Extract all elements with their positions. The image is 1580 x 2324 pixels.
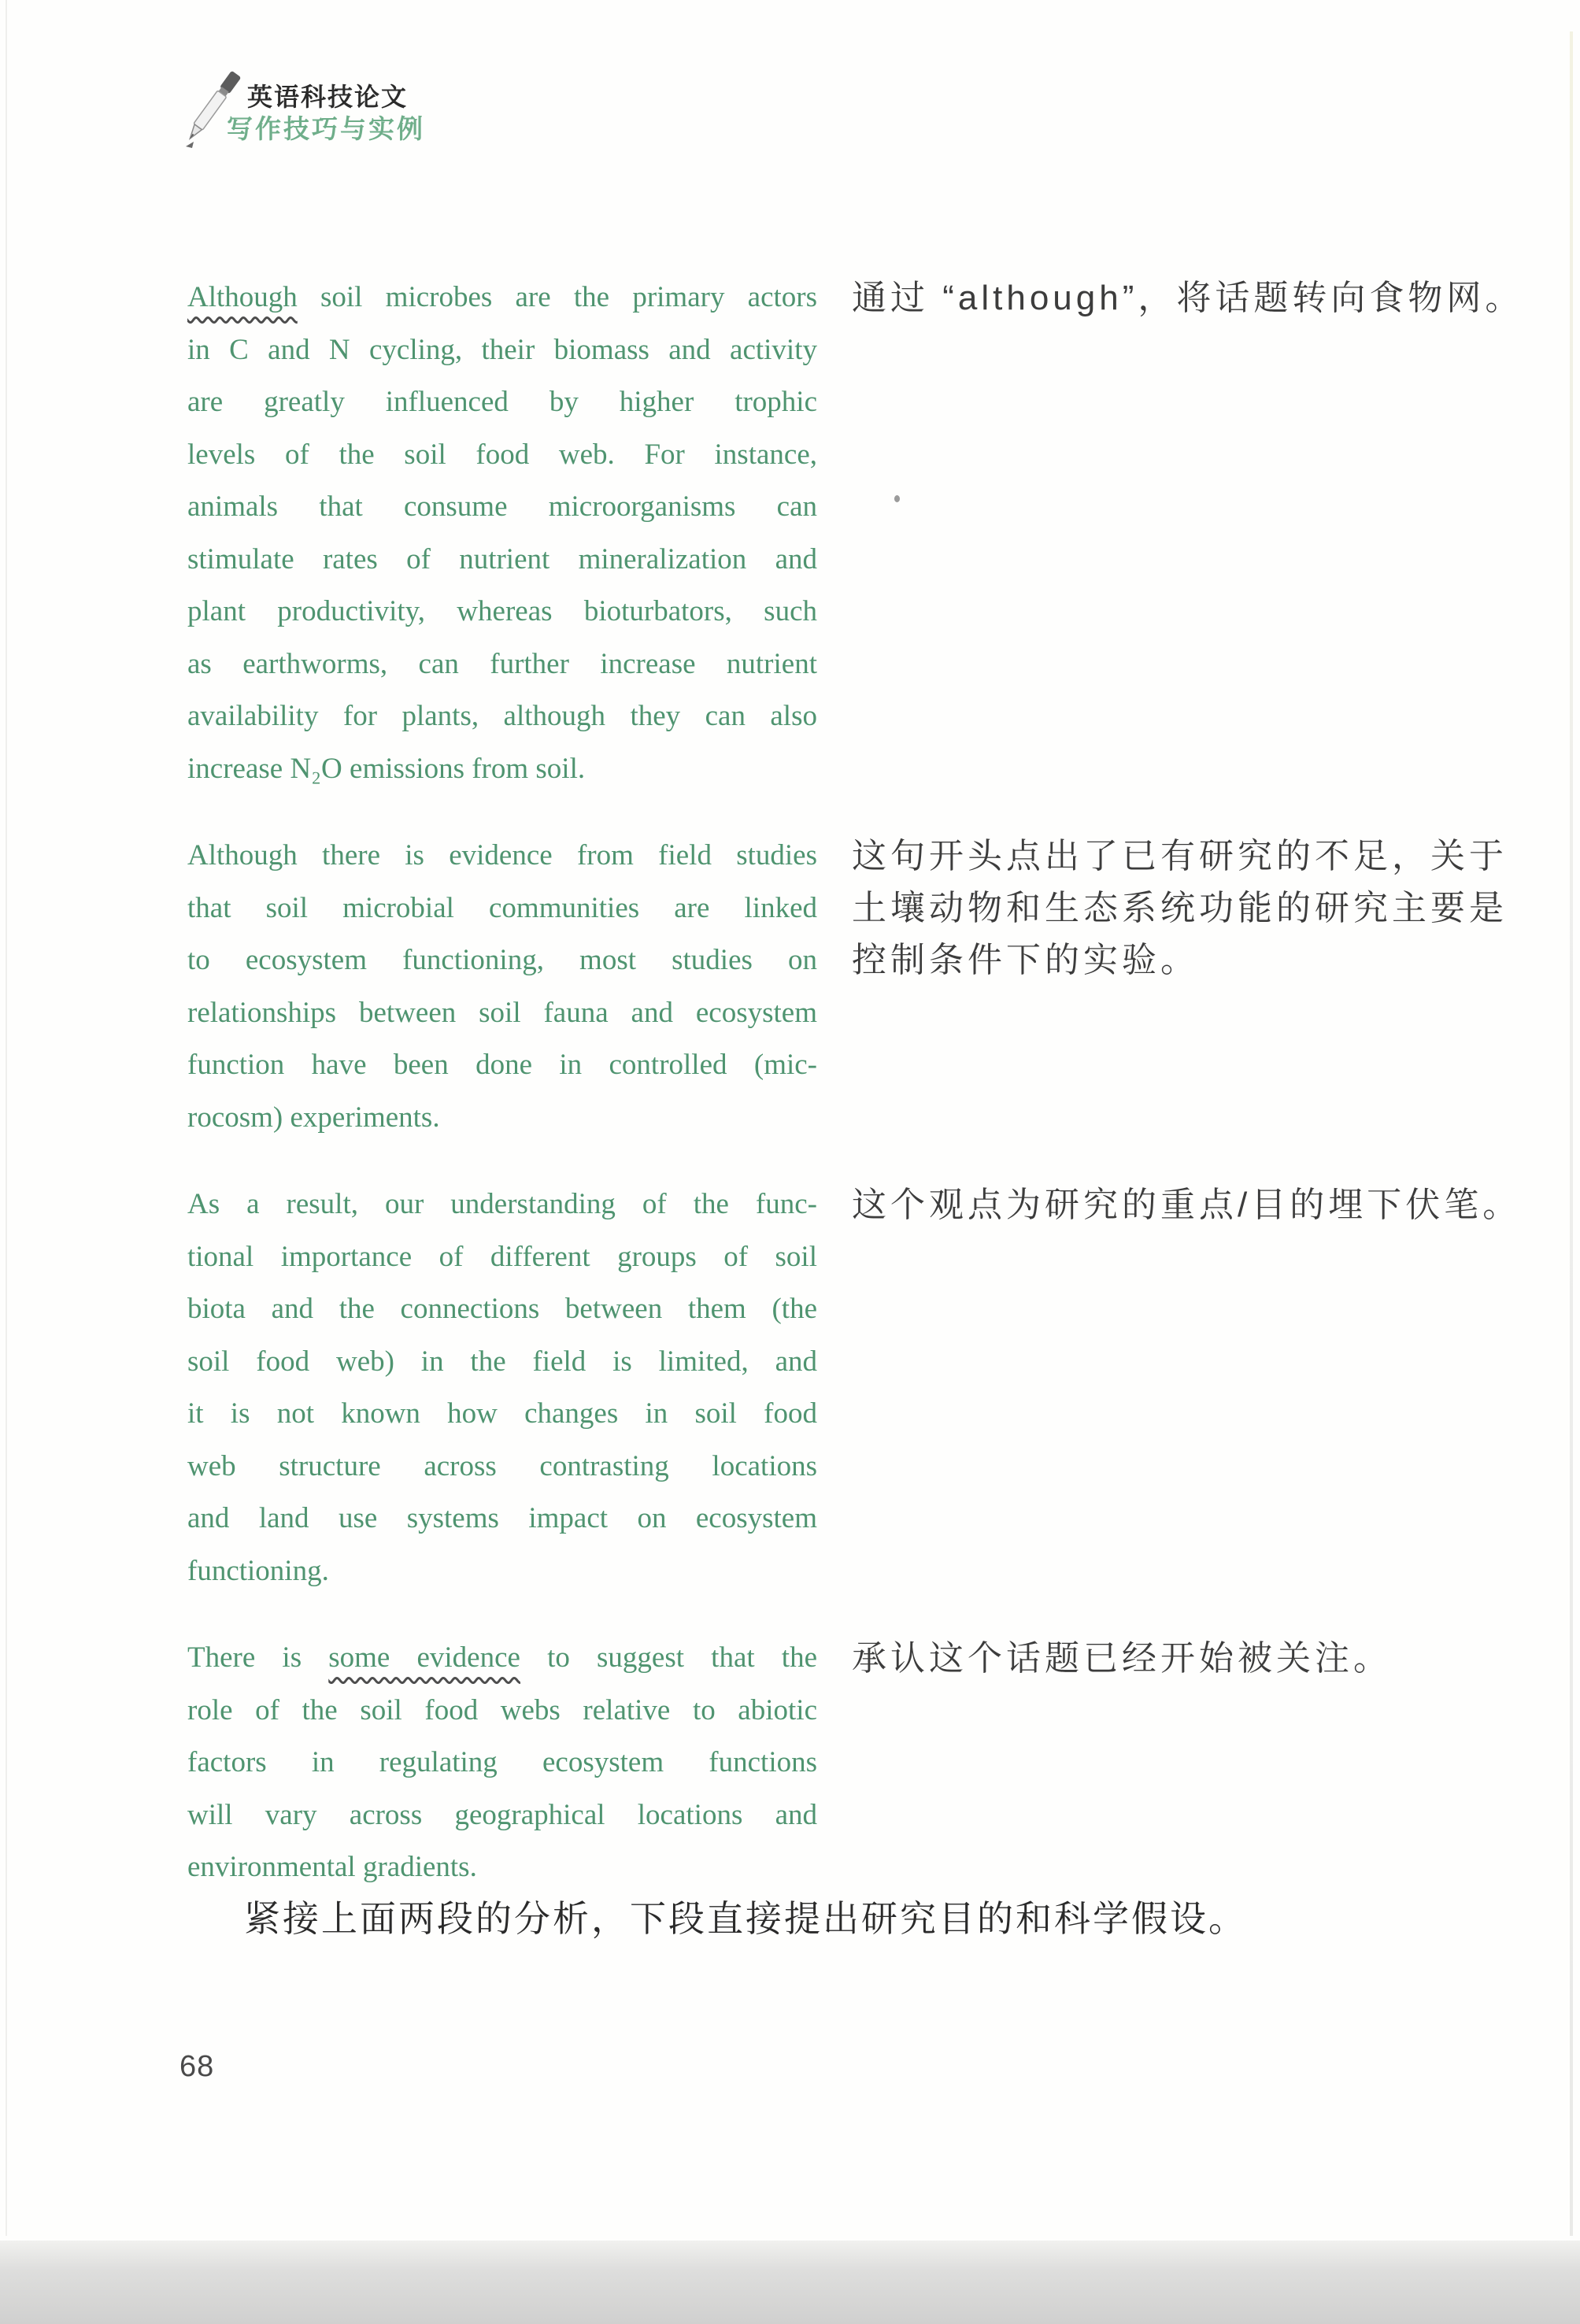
english-paragraph	[187, 830, 817, 1144]
chinese-annotation	[852, 1632, 1529, 1685]
wavy-underlined-text: some evidence	[328, 1641, 520, 1674]
paragraph-row	[187, 272, 1534, 795]
english-text-line: As a result, our understanding of the func-	[187, 1188, 817, 1220]
english-text-line: Although there is evidence from field studies	[187, 839, 817, 872]
scan-speck	[894, 495, 900, 502]
chinese-annotation	[852, 1179, 1529, 1231]
scan-edge-right	[1570, 31, 1573, 2236]
annotation-line: 控制条件下的实验。	[852, 941, 1199, 979]
footer-note: 紧接上面两段的分析，下段直接提出研究目的和科学假设。	[244, 1899, 1247, 1939]
english-text-line: biota and the connections between them (the	[187, 1293, 817, 1325]
book-logo	[175, 61, 425, 156]
annotation-line: 这个观点为研究的重点/目的埋下伏笔。	[852, 1186, 1522, 1224]
english-text-line: animals that consume microorganisms can	[187, 490, 817, 523]
page-number: 68	[179, 2050, 215, 2083]
wavy-underlined-text: Although	[187, 281, 298, 313]
paragraph-row	[187, 1632, 1534, 1894]
english-text-line: role of the soil food webs relative to abiotic	[187, 1693, 817, 1726]
english-text-line: rocosm) experiments.	[187, 1101, 440, 1134]
logo-subtitle: 写作技巧与实例	[227, 114, 425, 143]
english-text-line: it is not known how changes in soil food	[187, 1397, 817, 1430]
scan-bottom-band	[0, 2241, 1580, 2324]
english-text-line: availability for plants, although they can also	[187, 700, 817, 732]
english-text-line: tional importance of different groups of soil	[187, 1240, 817, 1273]
english-text-line: are greatly influenced by higher trophic	[187, 386, 817, 418]
chinese-annotation	[852, 830, 1529, 986]
paragraph-row	[187, 1179, 1534, 1597]
annotation-line: 通过 “although”，将话题转向食物网。	[852, 279, 1524, 317]
english-text-line: soil food web) in the field is limited, and	[187, 1345, 817, 1378]
english-text-line: There is some evidence to suggest that the	[187, 1641, 817, 1674]
english-text-line: functioning.	[187, 1554, 329, 1587]
english-text-line: in C and N cycling, their biomass and activity	[187, 333, 817, 366]
english-text-line: and land use systems impact on ecosystem	[187, 1502, 817, 1534]
english-paragraph	[187, 272, 817, 795]
english-text-line: as earthworms, can further increase nutrient	[187, 647, 817, 680]
chinese-annotation	[852, 272, 1529, 324]
english-text-line: function have been done in controlled (mic-	[187, 1049, 817, 1081]
paragraph-row	[187, 830, 1534, 1144]
english-text-line: that soil microbial communities are linked	[187, 891, 817, 924]
scan-edge-left	[6, 0, 7, 2236]
english-text-line: relationships between soil fauna and ecosystem	[187, 996, 817, 1029]
english-text-line: levels of the soil food web. For instance,	[187, 438, 817, 471]
annotation-line: 这句开头点出了已有研究的不足，关于	[852, 837, 1508, 875]
content-rows	[187, 272, 1534, 1929]
english-paragraph	[187, 1179, 817, 1597]
english-text-line: environmental gradients.	[187, 1851, 477, 1883]
annotation-line: 承认这个话题已经开始被关注。	[852, 1639, 1392, 1678]
english-text-line: factors in regulating ecosystem functions	[187, 1746, 817, 1778]
english-text-line: plant productivity, whereas bioturbators, such	[187, 595, 817, 627]
english-text-line: web structure across contrasting locations	[187, 1449, 817, 1482]
english-text-line: Although soil microbes are the primary actors	[187, 281, 817, 313]
english-text-line: will vary across geographical locations and	[187, 1798, 817, 1831]
english-text-line: increase N₂O emissions from soil.	[187, 752, 586, 785]
english-paragraph	[187, 1632, 817, 1894]
logo-title: 英语科技论文	[247, 83, 409, 111]
annotation-line: 土壤动物和生态系统功能的研究主要是	[852, 889, 1508, 927]
english-text-line: to ecosystem functioning, most studies on	[187, 944, 817, 976]
english-text-line: stimulate rates of nutrient mineralization and	[187, 542, 817, 575]
